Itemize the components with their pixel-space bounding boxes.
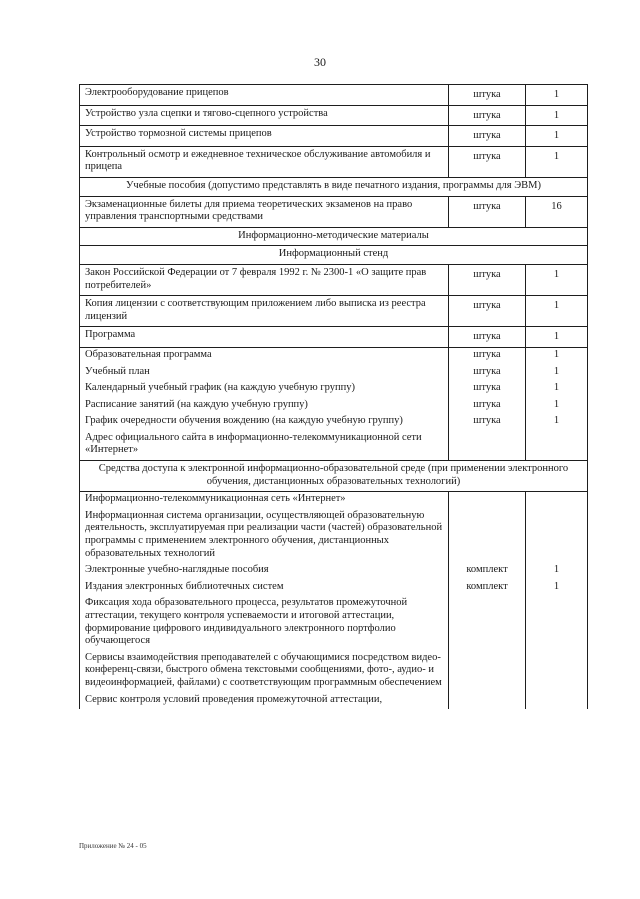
item-quantity [526, 693, 588, 710]
table-row [80, 264, 588, 295]
item-unit [449, 509, 526, 563]
item-unit [449, 431, 526, 461]
item-unit: штука [449, 126, 526, 147]
item-name: Устройство тормозной системы прицепов [80, 126, 449, 147]
item-name: Сервис контроля условий проведения промежуточной аттестации, [80, 693, 449, 710]
item-quantity [526, 492, 588, 509]
item-quantity: 1 [526, 327, 588, 348]
section-title: Учебные пособия (допустимо представлять в виде печатного издания, программы для ЭВМ) [80, 177, 588, 196]
item-name: Учебный план [80, 365, 449, 382]
table-row [80, 347, 588, 364]
item-unit: штука [449, 347, 526, 364]
table-row [80, 85, 588, 106]
item-quantity: 1 [526, 365, 588, 382]
table-row [80, 509, 588, 563]
item-quantity: 1 [526, 347, 588, 364]
item-unit: комплект [449, 580, 526, 597]
item-name: Адрес официального сайта в информационно-телекоммуникационной сети «Интернет» [80, 431, 449, 461]
item-quantity: 1 [526, 146, 588, 177]
item-name: График очередности обучения вождению (на каждую учебную группу) [80, 414, 449, 431]
item-unit: штука [449, 398, 526, 415]
item-quantity: 16 [526, 196, 588, 227]
table-row [80, 381, 588, 398]
item-unit [449, 596, 526, 650]
table-row [80, 327, 588, 348]
item-unit: штука [449, 296, 526, 327]
section-title: Средства доступа к электронной информационно-образовательной среде (при применении электронного обучения, дистанционных образовательных технологий) [80, 461, 588, 492]
item-quantity [526, 651, 588, 693]
table-row [80, 431, 588, 461]
section-row [80, 461, 588, 492]
item-name: Информационная система организации, осуществляющей образовательную деятельность, эксплуатируемая при реализации части (частей) образовательной программы с применением электронного обучения, дистанционных образовательных технологий [80, 509, 449, 563]
table-row [80, 126, 588, 147]
table-row [80, 580, 588, 597]
table-row [80, 693, 588, 710]
table-row [80, 563, 588, 580]
item-unit: комплект [449, 563, 526, 580]
item-quantity [526, 509, 588, 563]
item-quantity: 1 [526, 580, 588, 597]
item-unit: штука [449, 381, 526, 398]
item-name: Образовательная программа [80, 347, 449, 364]
table-row [80, 398, 588, 415]
item-unit [449, 693, 526, 710]
item-unit: штука [449, 327, 526, 348]
item-name: Сервисы взаимодействия преподавателей с обучающимися посредством видео-конференц-связи, быстрого обмена текстовыми сообщениями, фото-, аудио- и видеоинформацией, файлами) с соответствующим программным обеспечением [80, 651, 449, 693]
table-row [80, 196, 588, 227]
item-quantity: 1 [526, 563, 588, 580]
item-quantity: 1 [526, 296, 588, 327]
item-name: Электронные учебно-наглядные пособия [80, 563, 449, 580]
table-row [80, 414, 588, 431]
table-row [80, 651, 588, 693]
item-unit: штука [449, 105, 526, 126]
table-row [80, 596, 588, 650]
item-unit: штука [449, 196, 526, 227]
item-quantity: 1 [526, 126, 588, 147]
table-row [80, 146, 588, 177]
item-name: Контрольный осмотр и ежедневное техническое обслуживание автомобиля и прицепа [80, 146, 449, 177]
item-name: Календарный учебный график (на каждую учебную группу) [80, 381, 449, 398]
item-unit: штука [449, 85, 526, 106]
item-unit: штука [449, 264, 526, 295]
section-row [80, 177, 588, 196]
item-unit: штука [449, 146, 526, 177]
item-quantity: 1 [526, 105, 588, 126]
table-row [80, 492, 588, 509]
item-name: Расписание занятий (на каждую учебную группу) [80, 398, 449, 415]
section-title: Информационный стенд [80, 246, 588, 265]
item-name: Закон Российской Федерации от 7 февраля 1992 г. № 2300-1 «О защите прав потребителей» [80, 264, 449, 295]
table-row [80, 365, 588, 382]
page-number: 30 [314, 55, 326, 69]
item-unit [449, 651, 526, 693]
item-quantity: 1 [526, 398, 588, 415]
section-row [80, 227, 588, 246]
item-quantity: 1 [526, 414, 588, 431]
item-quantity [526, 596, 588, 650]
item-name: Информационно-телекоммуникационная сеть «Интернет» [80, 492, 449, 509]
section-row [80, 246, 588, 265]
table-row [80, 105, 588, 126]
item-unit: штука [449, 365, 526, 382]
item-unit: штука [449, 414, 526, 431]
item-quantity [526, 431, 588, 461]
table-row [80, 296, 588, 327]
item-name: Фиксация хода образовательного процесса, результатов промежуточной аттестации, текущего контроля успеваемости и итоговой аттестации, формирование цифрового индивидуального электронного портфолио обучающегося [80, 596, 449, 650]
item-name: Издания электронных библиотечных систем [80, 580, 449, 597]
item-quantity: 1 [526, 85, 588, 106]
item-name: Устройство узла сцепки и тягово-сцепного устройства [80, 105, 449, 126]
equipment-table [79, 84, 588, 709]
item-name: Экзаменационные билеты для приема теоретических экзаменов на право управления транспортными средствами [80, 196, 449, 227]
item-unit [449, 492, 526, 509]
item-name: Программа [80, 327, 449, 348]
item-quantity: 1 [526, 264, 588, 295]
item-quantity: 1 [526, 381, 588, 398]
footer-note: Приложение № 24 - 05 [79, 842, 147, 850]
item-name: Копия лицензии с соответствующим приложением либо выписка из реестра лицензий [80, 296, 449, 327]
item-name: Электрооборудование прицепов [80, 85, 449, 106]
section-title: Информационно-методические материалы [80, 227, 588, 246]
